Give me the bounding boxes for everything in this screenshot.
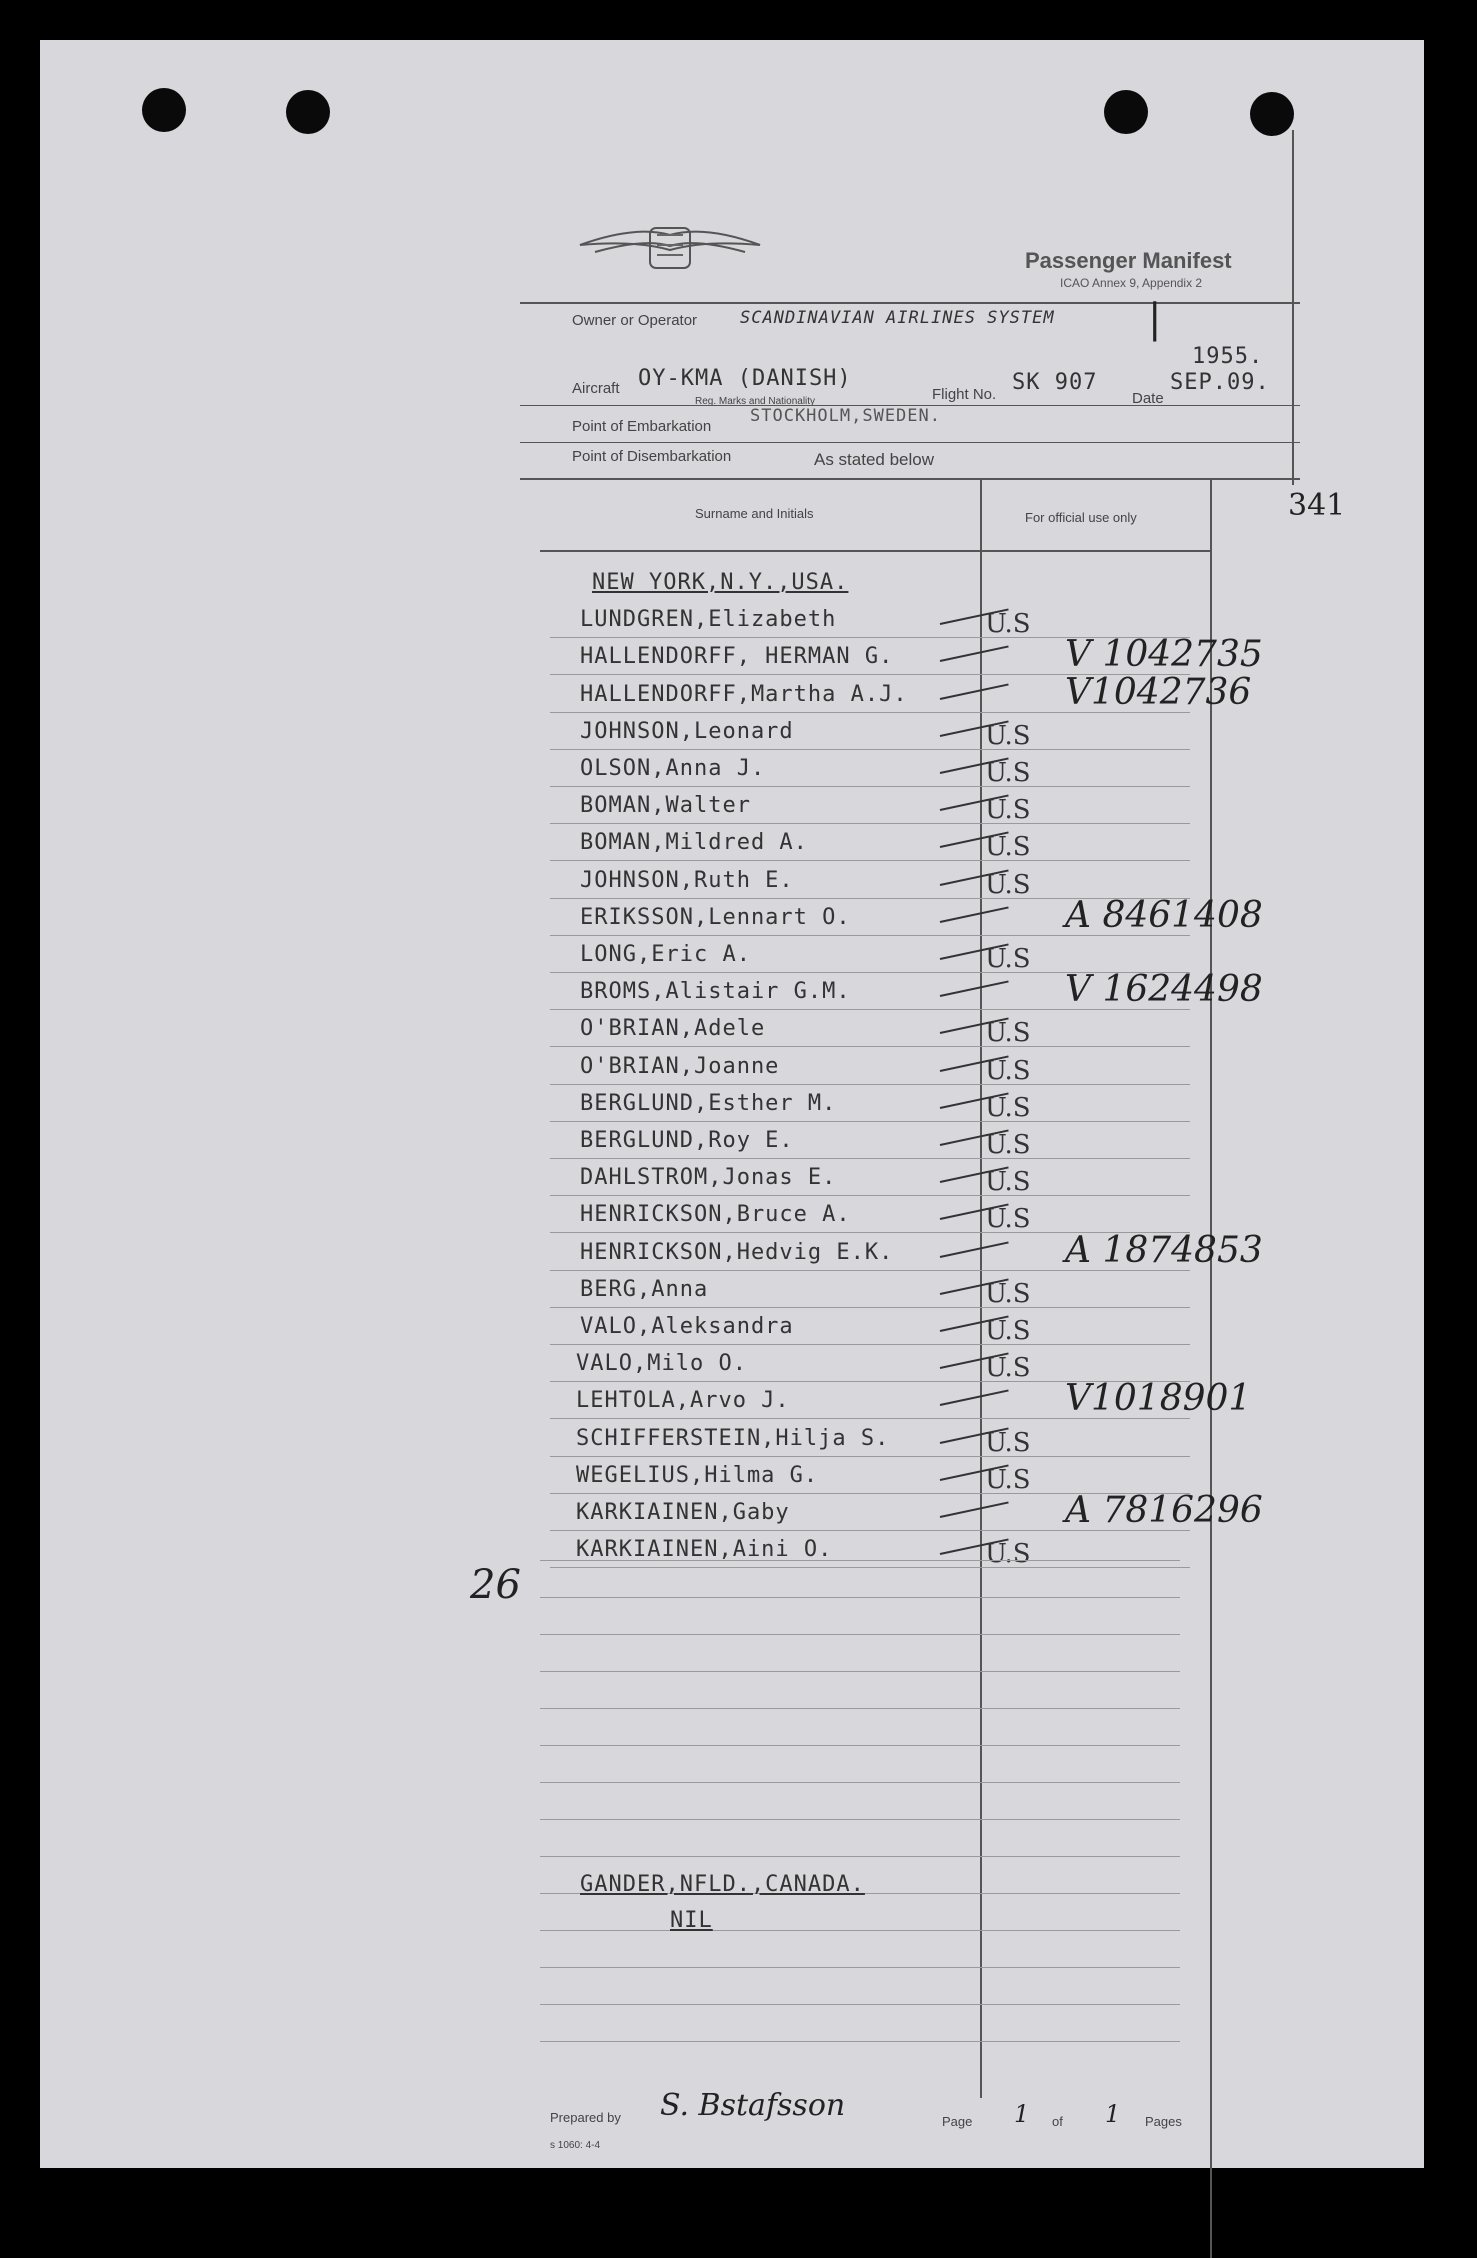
disembark-label: Point of Disembarkation xyxy=(572,448,732,465)
passenger-name: KARKIAINEN,Aini O. xyxy=(576,1537,833,1563)
us-mark: U.S xyxy=(985,720,1031,751)
passenger-name: HALLENDORFF, HERMAN G. xyxy=(580,644,894,670)
passenger-name: LONG,Eric A. xyxy=(580,942,751,967)
row-rule xyxy=(550,1084,1190,1085)
passenger-name: BOMAN,Walter xyxy=(580,793,751,819)
column-header-official: For official use only xyxy=(1025,510,1137,525)
us-mark: U.S xyxy=(985,1130,1031,1160)
blank-row-rule xyxy=(540,1560,1180,1561)
blank-row-rule xyxy=(540,1708,1180,1709)
check-mark: | xyxy=(1148,296,1162,342)
passenger-name: LUNDGREN,Elizabeth xyxy=(580,607,837,633)
of-label: of xyxy=(1052,2114,1063,2129)
date-label: Date xyxy=(1132,390,1164,407)
passenger-name: JOHNSON,Ruth E. xyxy=(580,867,794,893)
us-mark: U.S xyxy=(985,1539,1031,1570)
manifest-form xyxy=(520,210,1300,2180)
visa-number-note: V 1624498 xyxy=(1065,969,1263,1011)
us-mark: U.S xyxy=(985,758,1031,788)
us-mark: U.S xyxy=(985,1018,1031,1049)
owner-value: SCANDINAVIAN AIRLINES SYSTEM xyxy=(740,308,1055,328)
blank-row-rule xyxy=(540,1634,1180,1635)
us-mark: U.S xyxy=(985,609,1031,640)
tick-stroke xyxy=(940,1241,1009,1258)
passenger-name: O'BRIAN,Adele xyxy=(580,1016,766,1042)
row-rule xyxy=(550,823,1190,824)
row-rule xyxy=(550,1456,1190,1457)
header-rule xyxy=(520,302,1300,304)
visa-number-note: V1018901 xyxy=(1065,1378,1252,1420)
blank-row-rule xyxy=(540,1597,1180,1598)
row-rule xyxy=(550,860,1190,861)
blank-row-rule xyxy=(540,2004,1180,2005)
page-value: 1 xyxy=(1014,2100,1030,2128)
passenger-name: O'BRIAN,Joanne xyxy=(580,1053,780,1079)
owner-label: Owner or Operator xyxy=(572,312,698,329)
row-rule xyxy=(550,1121,1190,1122)
prepared-label: Prepared by xyxy=(550,2110,621,2125)
visa-number-note: A 8461408 xyxy=(1065,894,1263,936)
us-mark: U.S xyxy=(985,795,1031,826)
passenger-name: BERGLUND,Roy E. xyxy=(580,1128,794,1153)
destination-gander-value: NIL xyxy=(670,1908,713,1933)
tick-stroke xyxy=(940,981,1009,998)
punch-hole xyxy=(1104,90,1148,134)
passenger-name: LEHTOLA,Arvo J. xyxy=(576,1388,790,1414)
blank-row-rule xyxy=(540,2041,1180,2042)
passenger-name: SCHIFFERSTEIN,Hilja S. xyxy=(576,1425,890,1451)
form-code: s 1060: 4-4 xyxy=(550,2140,601,2151)
passenger-name: DAHLSTROM,Jonas E. xyxy=(580,1165,837,1191)
passenger-name: BERGLUND,Esther M. xyxy=(580,1090,837,1116)
passenger-name: BOMAN,Mildred A. xyxy=(580,830,808,856)
signature: S. Bstafsson xyxy=(660,2088,846,2123)
us-mark: U.S xyxy=(985,1353,1031,1384)
us-mark: U.S xyxy=(985,869,1031,900)
pages-value: 1 xyxy=(1105,2100,1121,2128)
flight-label: Flight No. xyxy=(932,386,997,403)
form-title: Passenger Manifest xyxy=(1025,248,1232,273)
us-mark: U.S xyxy=(985,1278,1031,1309)
passenger-name: HENRICKSON,Bruce A. xyxy=(580,1202,851,1228)
reg-label: Reg. Marks and Nationality xyxy=(695,396,816,407)
punch-hole xyxy=(1250,92,1294,136)
column-divider xyxy=(1210,478,1212,2258)
date-value: SEP.09. xyxy=(1170,370,1270,395)
visa-number-note: V 1042735 xyxy=(1065,634,1263,676)
embark-value: STOCKHOLM,SWEDEN. xyxy=(750,406,941,426)
passenger-name: BROMS,Alistair G.M. xyxy=(580,979,851,1005)
column-divider xyxy=(980,478,982,2098)
visa-number-note: V1042736 xyxy=(1065,671,1252,713)
blank-row-rule xyxy=(540,1745,1180,1746)
tick-stroke xyxy=(940,1390,1009,1407)
row-rule xyxy=(550,786,1190,787)
us-mark: U.S xyxy=(985,1464,1031,1495)
row-rule xyxy=(550,749,1190,750)
year-value: 1955. xyxy=(1192,344,1264,369)
manifest-sheet xyxy=(40,40,1424,2168)
blank-row-rule xyxy=(540,1819,1180,1820)
visa-number-note: A 1874853 xyxy=(1065,1229,1263,1271)
blank-row-rule xyxy=(540,1967,1180,1968)
tick-stroke xyxy=(940,646,1009,663)
passenger-name: HENRICKSON,Hedvig E.K. xyxy=(580,1239,894,1265)
destination-new-york: NEW YORK,N.Y.,USA. xyxy=(592,570,849,595)
us-mark: U.S xyxy=(985,1204,1031,1235)
passenger-name: BERG,Anna xyxy=(580,1276,709,1302)
blank-row-rule xyxy=(540,1782,1180,1783)
aircraft-label: Aircraft xyxy=(572,380,620,397)
row-rule xyxy=(550,1307,1190,1308)
passenger-name: ERIKSSON,Lennart O. xyxy=(580,904,851,930)
aircraft-value: OY-KMA (DANISH) xyxy=(638,366,852,391)
passenger-name: OLSON,Anna J. xyxy=(580,756,766,781)
passenger-name: VALO,Aleksandra xyxy=(580,1314,794,1339)
column-header-rule xyxy=(540,550,1210,552)
page-label: Page xyxy=(942,2114,973,2129)
us-mark: U.S xyxy=(985,1167,1031,1198)
us-mark: U.S xyxy=(985,832,1031,863)
row-rule xyxy=(550,1158,1190,1159)
tick-stroke xyxy=(940,683,1009,700)
embark-label: Point of Embarkation xyxy=(572,418,712,435)
us-mark: U.S xyxy=(985,1427,1031,1458)
destination-gander: GANDER,NFLD.,CANADA. xyxy=(580,1872,865,1897)
row-rule xyxy=(550,1046,1190,1047)
us-mark: U.S xyxy=(985,1092,1031,1123)
row-rule xyxy=(550,1344,1190,1345)
passenger-name: HALLENDORFF,Martha A.J. xyxy=(580,681,908,707)
form-subtitle: ICAO Annex 9, Appendix 2 xyxy=(1060,276,1203,290)
passenger-name: WEGELIUS,Hilma G. xyxy=(576,1462,819,1488)
visa-number-note: A 7816296 xyxy=(1065,1490,1263,1531)
header-rule xyxy=(520,442,1300,443)
us-mark: U.S xyxy=(985,944,1031,974)
blank-row-rule xyxy=(540,1856,1180,1857)
us-mark: U.S xyxy=(985,1316,1031,1346)
blank-row-rule xyxy=(540,1930,1180,1931)
tick-stroke xyxy=(940,1501,1009,1518)
blank-row-rule xyxy=(540,1671,1180,1672)
header-rule xyxy=(520,478,1300,480)
page-number: 341 xyxy=(1288,488,1346,523)
row-rule xyxy=(550,1195,1190,1196)
passenger-name: KARKIAINEN,Gaby xyxy=(576,1500,790,1525)
passenger-count-note: 26 xyxy=(470,1562,521,1608)
airline-logo-icon xyxy=(575,220,765,280)
passenger-name: VALO,Milo O. xyxy=(576,1351,747,1377)
punch-hole xyxy=(142,88,186,132)
passenger-name: JOHNSON,Leonard xyxy=(580,718,794,744)
pages-label: Pages xyxy=(1145,2114,1182,2129)
flight-value: SK 907 xyxy=(1012,370,1098,395)
column-header-names: Surname and Initials xyxy=(695,506,814,521)
us-mark: U.S xyxy=(985,1055,1031,1086)
row-rule xyxy=(550,1567,1190,1568)
punch-hole xyxy=(286,90,330,134)
disembark-value: As stated below xyxy=(814,450,935,469)
tick-stroke xyxy=(940,906,1009,923)
right-border xyxy=(1292,130,1294,485)
